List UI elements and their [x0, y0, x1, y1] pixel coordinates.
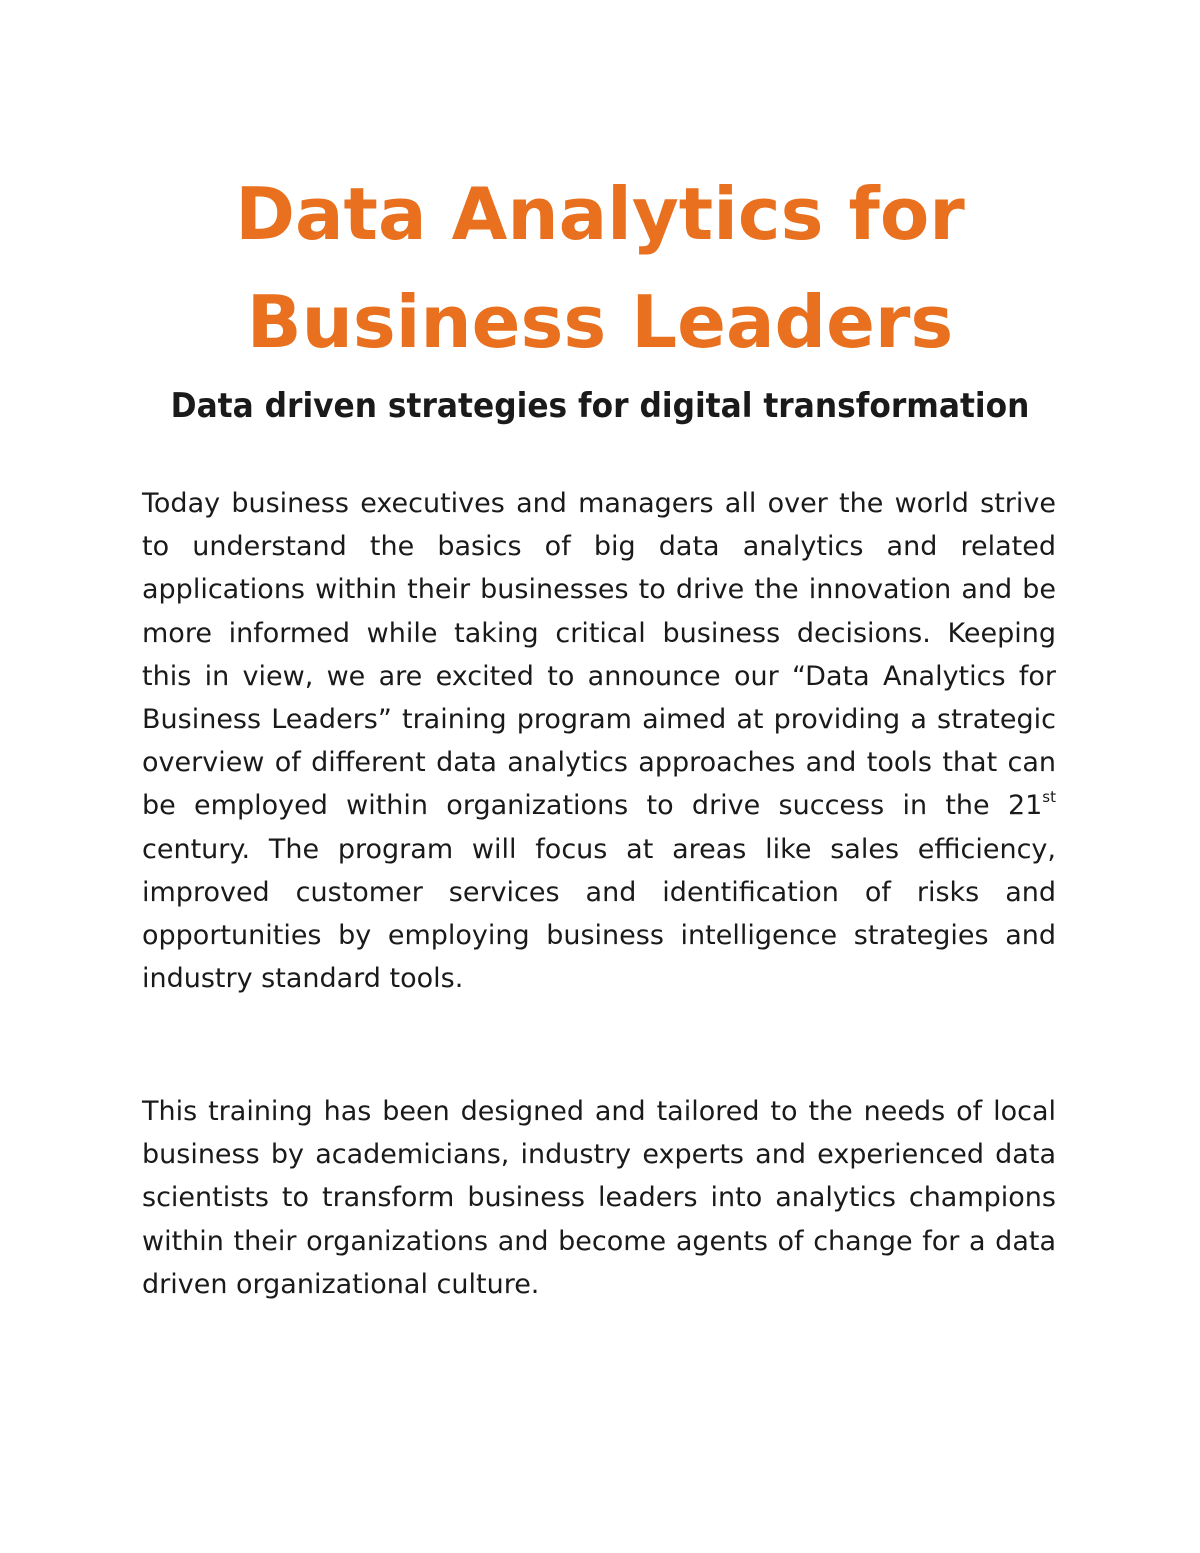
page-title: [0, 160, 1200, 376]
training-paragraph: This training has been designed and tailored to the needs of local business by academicians, industry experts and experienced data scientists to transform business leaders into analytics champions within their organizations and become agents of change for a data driven organizational culture.: [142, 1096, 1056, 1300]
ordinal-suffix: st: [1042, 788, 1056, 807]
page-subtitle: Data driven strategies for digital transformation: [170, 386, 1030, 426]
intro-paragraph-text-continued: century. The program will focus at areas like sales efficiency, improved customer services and identification of risks and opportunities by employing business intelligence strategies and industry standard tools.: [142, 833, 1056, 995]
title-line-1: Data Analytics for: [235, 172, 965, 256]
intro-paragraph: [142, 482, 1056, 1000]
title-line-2: Business Leaders: [246, 280, 954, 364]
intro-paragraph-text: Today business executives and managers all over the world strive to understand the basics of big data analytics and related applications within their businesses to drive the innovation and be more informed while taking critical business decisions. Keeping this in view, we are excited to announce our “Data Analytics for Business Leaders” training program aimed at providing a strategic overview of different data analytics approaches and tools that can be employed within organizations to drive success in the 21: [142, 488, 1056, 822]
